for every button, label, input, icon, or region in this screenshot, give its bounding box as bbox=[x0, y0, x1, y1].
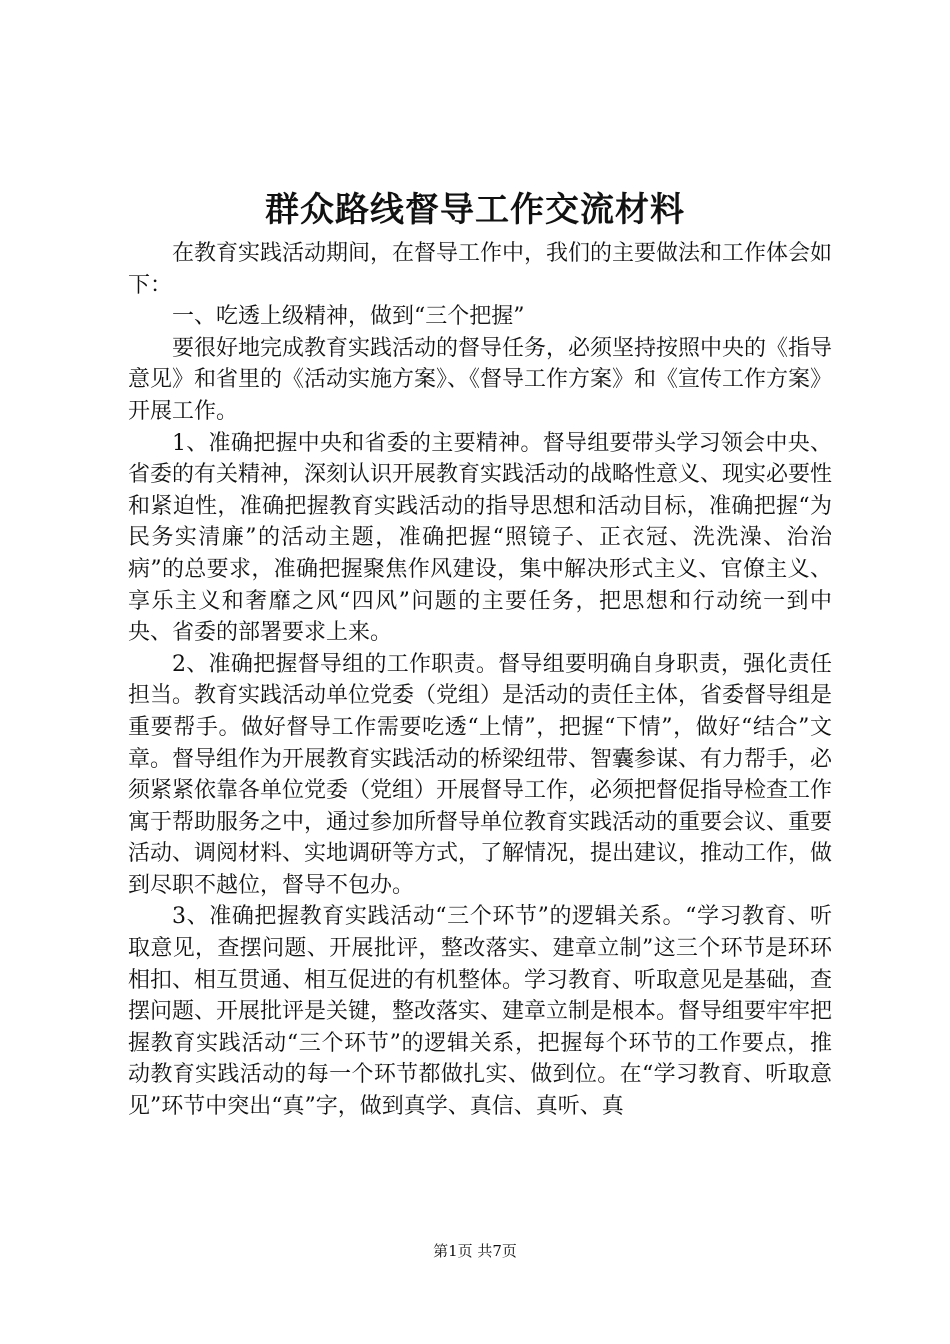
body-paragraph: 1、准确把握中央和省委的主要精神。督导组要带头学习领会中央、省委的有关精神，深刻认识开展教育实践活动的战略性意义、现实必要性和紧迫性，准确把握教育实践活动的指导思想和活动目标，准确把握“为民务实清廉”的活动主题，准确把握“照镜子、正衣冠、洗洗澡、治治病”的总要求，准确把握聚焦作风建设，集中解决形式主义、官僚主义、享乐主义和奢靡之风“四风”问题的主要任务，把思想和行动统一到中央、省委的部署要求上来。 bbox=[128, 430, 833, 646]
section-heading: 一、吃透上级精神，做到“三个把握” bbox=[172, 304, 525, 330]
intro-paragraph: 在教育实践活动期间，在督导工作中，我们的主要做法和工作体会如下： bbox=[128, 241, 833, 298]
page-number-footer: 第1页 共7页 bbox=[433, 1242, 517, 1260]
document-body bbox=[128, 238, 832, 1123]
body-paragraph: 要很好地完成教育实践活动的督导任务，必须坚持按照中央的《指导意见》和省里的《活动实施方案》、《督导工作方案》和《宣传工作方案》开展工作。 bbox=[128, 335, 833, 424]
body-paragraph: 2、准确把握督导组的工作职责。督导组要明确自身职责，强化责任担当。教育实践活动单位党委（党组）是活动的责任主体，省委督导组是重要帮手。做好督导工作需要吃透“上情”，把握“下情”，做好“结合”文章。督导组作为开展教育实践活动的桥梁纽带、智囊参谋、有力帮手，必须紧紧依靠各单位党委（党组）开展督导工作，必须把督促指导检查工作寓于帮助服务之中，通过参加所督导单位教育实践活动的重要会议、重要活动、调阅材料、实地调研等方式，了解情况，提出建议，推动工作，做到尽职不越位，督导不包办。 bbox=[128, 651, 833, 898]
body-paragraph: 3、准确把握教育实践活动“三个环节”的逻辑关系。“学习教育、听取意见，查摆问题、开展批评，整改落实、建章立制”这三个环节是环环相扣、相互贯通、相互促进的有机整体。学习教育、听取意见是基础，查摆问题、开展批评是关键，整改落实、建章立制是根本。督导组要牢牢把握教育实践活动“三个环节”的逻辑关系，把握每个环节的工作要点，推动教育实践活动的每一个环节都做扎实、做到位。在“学习教育、听取意见”环节中突出“真”字，做到真学、真信、真听、真 bbox=[128, 904, 833, 1120]
document-title: 群众路线督导工作交流材料 bbox=[265, 190, 685, 230]
